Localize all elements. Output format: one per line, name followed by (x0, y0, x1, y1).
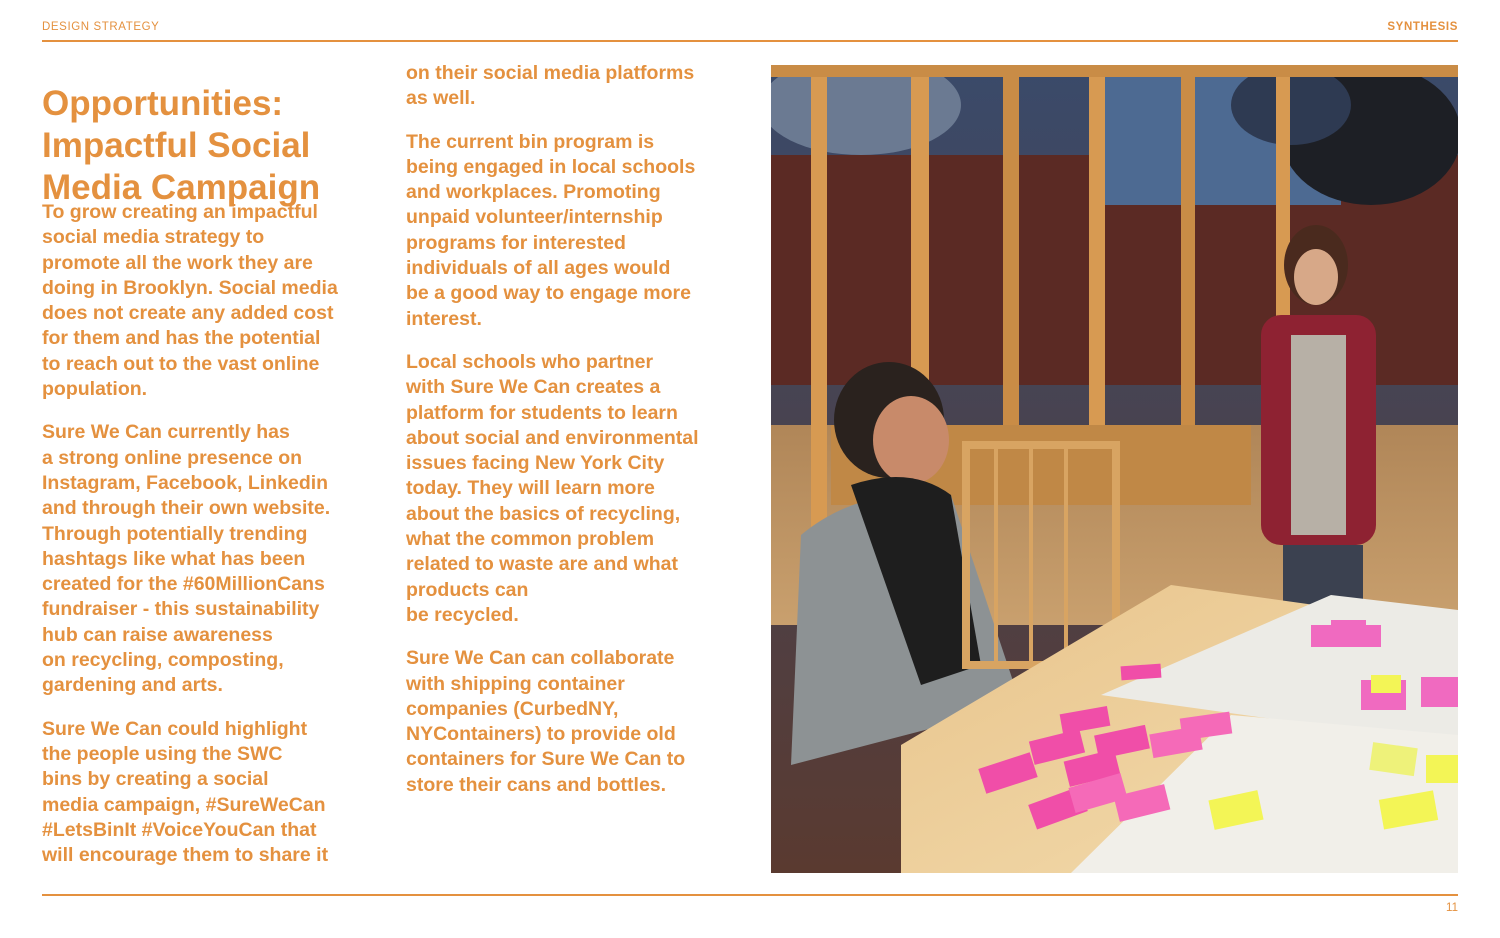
paragraph: on their social media platforms as well. (406, 62, 695, 110)
text-column-1 (42, 200, 372, 886)
top-divider (42, 40, 1458, 42)
section-label: DESIGN STRATEGY (42, 21, 160, 33)
paragraph: Local schools who partner with Sure We Can creates a platform for students to learn about social and environmental issues facing New York City today. They will learn more about the basics of recycling, what the common problem related to waste are and what products can be recycled. (406, 350, 699, 626)
page-title: Opportunities: Impactful Social Media Campaign (42, 84, 321, 208)
text-column-2 (406, 61, 736, 816)
page-number: 11 (1446, 902, 1458, 914)
paragraph: Sure We Can currently has a strong online presence on Instagram, Facebook, Linkedin and through their own website. Through potentially trending hashtags like what has been created for the #60MillionCans fundraiser - this sustainability hub can raise awareness on recycling, composting, gardening and arts. (42, 421, 331, 697)
paragraph: Sure We Can could highlight the people using the SWC bins by creating a social media campaign, #SureWeCan #LetsBinIt #VoiceYouCan that will encourage them to share it (42, 717, 329, 867)
paragraph: To grow creating an impactful social media strategy to promote all the work they are doing in Brooklyn. Social media does not create any added cost for them and has the potential to reach out to the vast online population. (42, 201, 338, 401)
paragraph: The current bin program is being engaged in local schools and workplaces. Promoting unpaid volunteer/internship programs for interested individuals of all ages would be a good way to engage more interest. (406, 130, 696, 330)
workshop-photo (771, 65, 1458, 873)
paragraph: Sure We Can can collaborate with shipping container companies (CurbedNY, NYContainers) to provide old containers for Sure We Can to store their cans and bottles. (406, 647, 686, 796)
chapter-label: SYNTHESIS (1387, 21, 1458, 33)
bottom-divider (42, 894, 1458, 896)
